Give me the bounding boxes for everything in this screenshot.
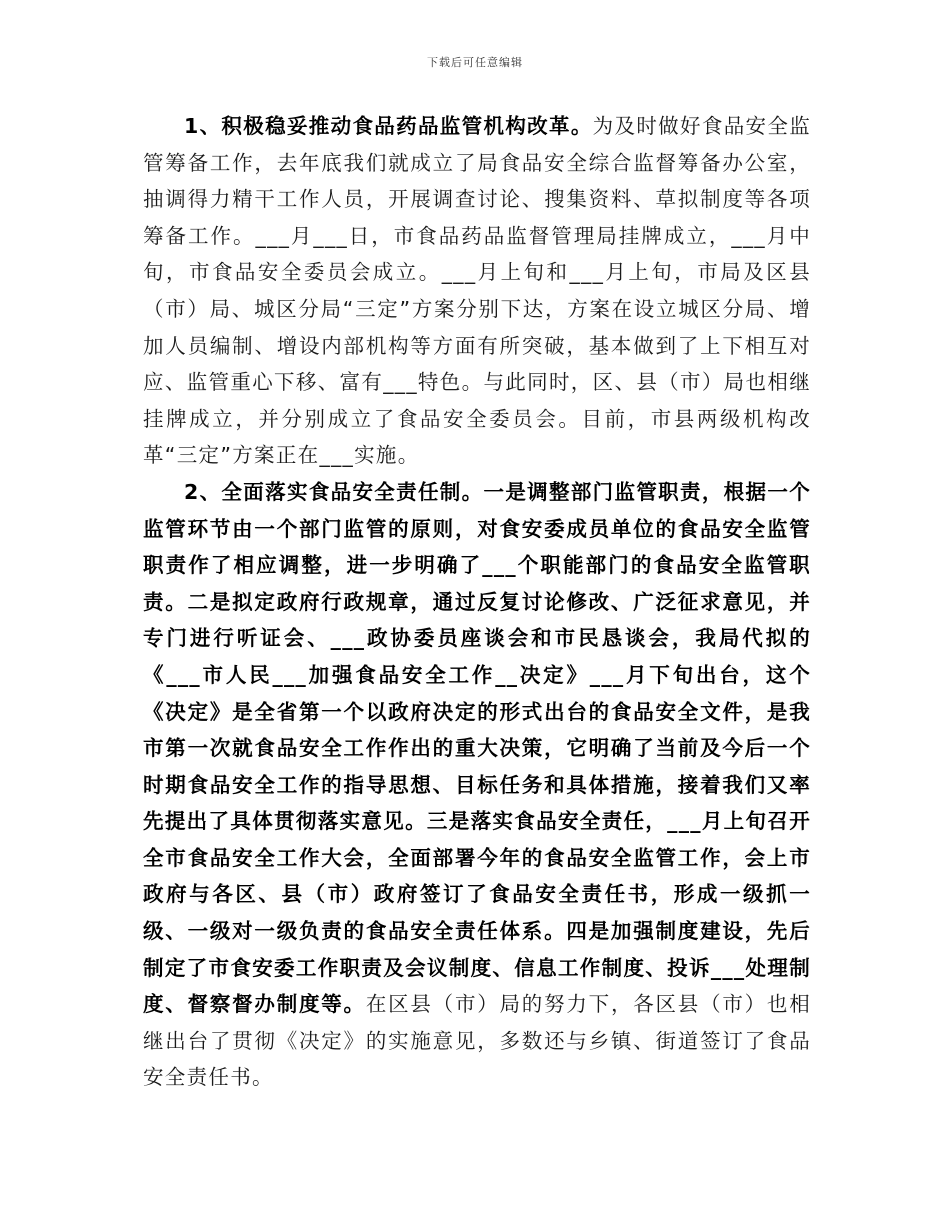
document-body xyxy=(143,108,811,1096)
paragraph-2-text: 在区县（市）局的努力下，各区县（市）也相继出台了贯彻《决定》的实施意见，多数还与乡镇、街道签订了食品安全责任书。 xyxy=(143,992,811,1090)
paragraph-2-heading: 2、全面落实食品安全责任制。一是调整部门监管职责，根据一个监管环节由一个部门监管的原则，对食安委成员单位的食品安全监管职责作了相应调整，进一步明确了___个职能部门的食品安全监管职责。二是拟定政府行政规章，通过反复讨论修改、广泛征求意见，并专门进行听证会、___政协委员座谈会和市民恳谈会，我局代拟的《___市人民___加强食品安全工作__决定》___月下旬出台，这个《决定》是全省第一个以政府决定的形式出台的食品安全文件，是我市第一次就食品安全工作作出的重大决策，它明确了当前及今后一个时期食品安全工作的指导思想、目标任务和具体措施，接着我们又率先提出了具体贯彻落实意见。三是落实食品安全责任，___月上旬召开全市食品安全工作大会，全面部署今年的食品安全监管工作，会上市政府与各区、县（市）政府签订了食品安全责任书，形成一级抓一级、一级对一级负责的食品安全责任体系。四是加强制度建设，先后制定了市食安委工作职责及会议制度、信息工作制度、投诉___处理制度、督察督办制度等。 xyxy=(143,479,811,1017)
paragraph-1 xyxy=(143,108,811,474)
paragraph-1-heading: 1、积极稳妥推动食品药品监管机构改革。 xyxy=(184,114,593,138)
page-header: 下载后可任意编辑 xyxy=(427,56,523,69)
paragraph-1-text: 为及时做好食品安全监管筹备工作，去年底我们就成立了局食品安全综合监督筹备办公室，抽调得力精干工作人员，开展调查讨论、搜集资料、草拟制度等各项筹备工作。___月___日，市食品药品监督管理局挂牌成立，___月中旬，市食品安全委员会成立。___月上旬和___月上旬，市局及区县（市）局、城区分局“三定”方案分别下达，方案在设立城区分局、增加人员编制、增设内部机构等方面有所突破，基本做到了上下相互对应、监管重心下移、富有___特色。与此同时，区、县（市）局也相继挂牌成立，并分别成立了食品安全委员会。目前，市县两级机构改革“三定”方案正在___实施。 xyxy=(143,114,812,468)
paragraph-2 xyxy=(143,474,811,1096)
